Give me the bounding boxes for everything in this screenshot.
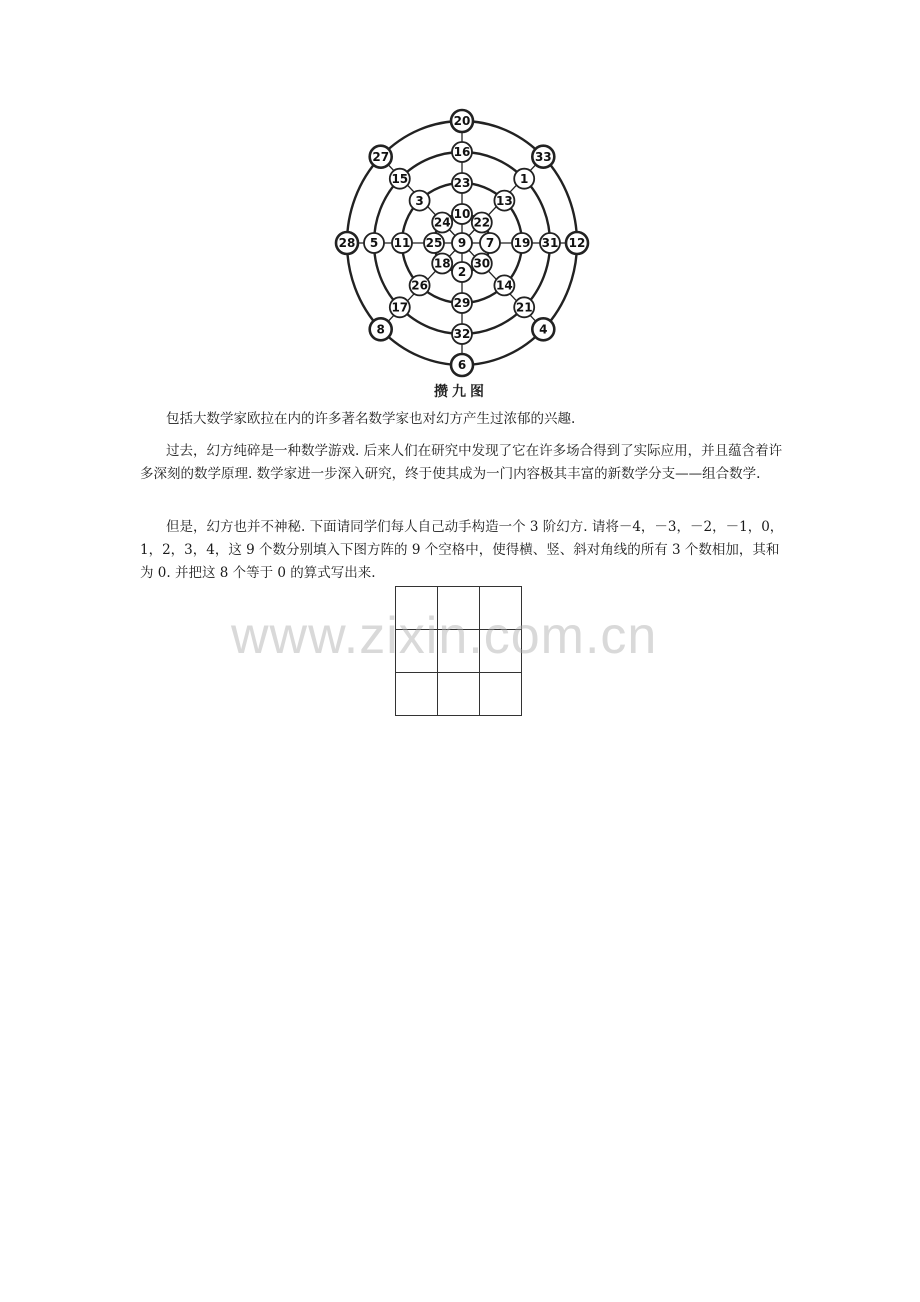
node-number: 12 bbox=[568, 236, 586, 251]
number-node bbox=[472, 254, 492, 274]
magic-circle-diagram bbox=[320, 106, 600, 406]
node-number: 17 bbox=[391, 300, 409, 315]
number-node bbox=[472, 213, 492, 233]
number-node bbox=[370, 146, 392, 168]
number-node bbox=[532, 146, 554, 168]
node-number: 25 bbox=[425, 236, 443, 251]
grid-cell[interactable] bbox=[480, 673, 522, 716]
number-node bbox=[532, 318, 554, 340]
node-number: 14 bbox=[496, 278, 513, 293]
node-number: 3 bbox=[415, 193, 424, 208]
node-number: 18 bbox=[433, 256, 451, 271]
node-number: 30 bbox=[473, 256, 491, 271]
number-node bbox=[424, 233, 444, 253]
number-node bbox=[566, 232, 588, 254]
number-node bbox=[390, 297, 410, 317]
number-node bbox=[540, 233, 560, 253]
number-node bbox=[410, 191, 430, 211]
node-number: 22 bbox=[473, 215, 491, 230]
number-node bbox=[514, 169, 534, 189]
number-node bbox=[392, 233, 412, 253]
node-number: 26 bbox=[411, 278, 428, 293]
watermark: www.zixin.com.cn bbox=[231, 607, 658, 665]
node-number: 31 bbox=[541, 236, 559, 251]
paragraph-exercise: 但是，幻方也并不神秘. 下面请同学们每人自己动手构造一个 3 阶幻方. 请将－4，－3，－2，－1，0，1，2，3，4，这 9 个数分别填入下图方阵的 9 个空格中，使得横、竖、斜对角线的所有 3 个数相加，其和为 0. 并把这 8 个等于 0 的算式写出来. bbox=[140, 519, 784, 581]
number-node bbox=[432, 213, 452, 233]
number-node bbox=[370, 318, 392, 340]
number-node bbox=[494, 191, 514, 211]
node-number: 28 bbox=[338, 236, 356, 251]
node-number: 4 bbox=[539, 322, 548, 337]
node-number: 8 bbox=[376, 322, 385, 337]
number-node bbox=[390, 169, 410, 189]
number-node bbox=[452, 204, 472, 224]
number-node bbox=[452, 324, 472, 344]
node-number: 33 bbox=[534, 149, 552, 164]
number-node bbox=[432, 254, 452, 274]
node-number: 5 bbox=[369, 236, 379, 251]
node-number: 16 bbox=[453, 145, 471, 160]
number-node bbox=[451, 110, 473, 132]
grid-cell[interactable] bbox=[396, 673, 438, 716]
node-number: 19 bbox=[513, 236, 531, 251]
node-number: 9 bbox=[457, 236, 467, 251]
node-number: 6 bbox=[457, 358, 467, 373]
node-number: 29 bbox=[453, 296, 471, 311]
number-node bbox=[514, 297, 534, 317]
node-number: 11 bbox=[393, 236, 411, 251]
number-node bbox=[452, 293, 472, 313]
grid-cell[interactable] bbox=[438, 673, 480, 716]
node-number: 15 bbox=[391, 171, 409, 186]
number-node bbox=[364, 233, 384, 253]
number-node bbox=[512, 233, 532, 253]
number-node bbox=[410, 275, 430, 295]
node-number: 23 bbox=[453, 176, 471, 191]
node-number: 13 bbox=[496, 193, 513, 208]
number-node bbox=[451, 354, 473, 376]
node-number: 32 bbox=[453, 327, 471, 342]
number-node bbox=[480, 233, 500, 253]
number-node bbox=[452, 262, 472, 282]
number-node bbox=[452, 173, 472, 193]
number-node bbox=[452, 233, 472, 253]
node-number: 21 bbox=[515, 300, 533, 315]
paragraph-euler: 包括大数学家欧拉在内的许多著名数学家也对幻方产生过浓郁的兴趣. bbox=[166, 411, 576, 427]
number-node bbox=[494, 275, 514, 295]
number-node bbox=[452, 142, 472, 162]
figure-caption: 攒九图 bbox=[434, 384, 488, 400]
node-number: 24 bbox=[433, 215, 451, 230]
node-number: 2 bbox=[457, 265, 467, 280]
paragraph-history: 过去，幻方纯碎是一种数学游戏. 后来人们在研究中发现了它在许多场合得到了实际应用，并且蕴含着许多深刻的数学原理. 数学家进一步深入研究，终于使其成为一门内容极其丰富的新数学分支——组合数学. bbox=[140, 443, 783, 482]
number-node bbox=[336, 232, 358, 254]
node-number: 20 bbox=[453, 114, 471, 129]
node-number: 10 bbox=[453, 207, 471, 222]
node-number: 1 bbox=[520, 171, 529, 186]
node-number: 27 bbox=[372, 149, 390, 164]
node-number: 7 bbox=[485, 236, 495, 251]
